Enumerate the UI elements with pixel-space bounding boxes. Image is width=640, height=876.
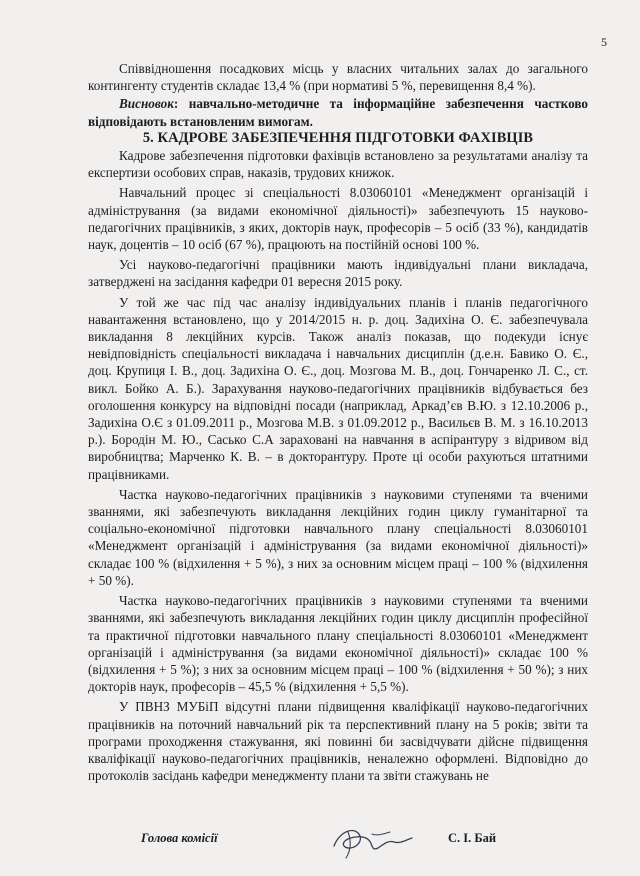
commission-head-label: Голова комісії: [141, 831, 218, 845]
section-title: 5. КАДРОВЕ ЗАБЕЗПЕЧЕННЯ ПІДГОТОВКИ ФАХІВЦІВ: [142, 129, 534, 146]
page-number: 5: [601, 35, 607, 49]
body-paragraph: У ПВНЗ МУБіП відсутні плани підвищення кваліфікації науково-педагогічних працівників на поточний навчальний рік та перспективний плану на 5 років; звіти та програми проходження стажування, які повинні би засвідчувати дійсне підвищення кваліфікації науково-педагогічних працівників, неналежно оформлені. Відповідно до протоколів засідань кафедри менеджменту плани та звіти стажувань не: [88, 699, 588, 784]
intro-paragraph: Співвідношення посадкових місць у власних читальних залах до загального контингенту студентів складає 13,4 % (при нормативі 5 %, перевищення 8,4 %).: [88, 61, 588, 94]
conclusion-paragraph: [88, 95, 588, 129]
document-body: [88, 60, 588, 784]
conclusion-label: Висновок: [119, 96, 174, 112]
body-paragraph: Частка науково-педагогічних працівників з науковими ступенями та вченими званнями, які забезпечують викладання лекційних годин циклу гуманітарної та соціально-економічної підготовки навчального плану спеціальності 8.03060101 «Менеджмент організацій і адміністрування (за видами економічної діяльності)» складає 100 % (відхилення + 5 %), з них за основним місцем праці – 100 % (відхилення + 50 %).: [88, 486, 588, 588]
commission-head-name: С. І. Бай: [448, 831, 497, 845]
body-paragraph: У той же час під час аналізу індивідуальних планів і планів педагогічного навантаження встановлено, що у 2014/2015 н. р. доц. Задихіна О. Є. забезпечувала викладання 8 лекційних курсів. Також аналіз показав, що подекуди існує невідповідність спеціальності викладача і навчальних дисциплін (д.е.н. Бавико О. Є., доц. Крупиця І. В., доц. Задихіна О. Є., доц. Мозгова М. В., доц. Гончаренко Л. С., ст. викл. Бойко А. Б.). Зарахування науково-педагогічних працівників відбувається без оголошення конкурсу на відповідні посади (наприклад, Аркад’єв В.Ю. з 12.10.2006 р., Задихіна О.Є з 01.09.2011 р., Мозгова М.В. з 01.09.2012 р., Васильєв В. М. з 16.10.2013 р.). Бородін М. Ю., Сасько С.А зараховані на навчання в аспірантуру з відривом від виробництва; Марченко К. В. – в докторантуру. Проте ці особи рахуються штатними працівниками.: [88, 294, 588, 482]
body-paragraph: Усі науково-педагогічні працівники мають індивідуальні плани викладача, затверджені на засідання кафедри 01 вересня 2015 року.: [88, 257, 588, 290]
signature-icon: [326, 822, 416, 860]
body-paragraph: Навчальний процес зі спеціальності 8.03060101 «Менеджмент організацій і адміністрування (за видами економічної діяльності)» забезпечують 15 науково-педагогічних працівників, з яких, докторів наук, професорів – 5 осіб (33 %), кандидатів наук, доцентів – 10 осіб (67 %), працюють на постійній основі 100 %.: [88, 185, 588, 253]
signature-footer: [0, 822, 640, 862]
conclusion-text: : навчально-методичне та інформаційне забезпечення частково відповідають встановленим вимогам.: [88, 96, 588, 129]
body-paragraph: Кадрове забезпечення підготовки фахівців встановлено за результатами аналізу та експертизи особових справ, наказів, трудових книжок.: [88, 148, 588, 181]
body-paragraph: Частка науково-педагогічних працівників з науковими ступенями та вченими званнями, які забезпечують викладання лекційних годин циклу дисциплін професійної та практичної підготовки навчального плану спеціальності 8.03060101 «Менеджмент організацій і адміністрування (за видами економічної діяльності)» складає 100 % (відхилення + 5 %); з них за основним місцем праці – 100 % (відхилення + 50 %); з них докторів наук, професорів – 45,5 % (відхилення + 5,5 %).: [88, 593, 588, 695]
